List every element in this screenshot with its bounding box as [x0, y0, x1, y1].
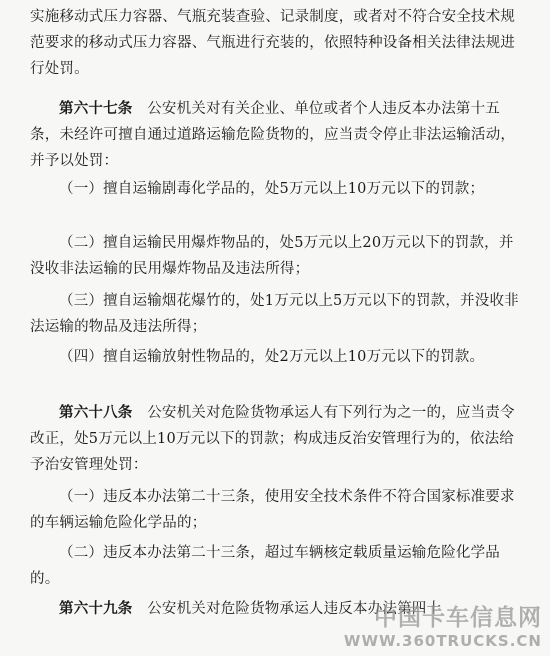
article-67-heading: 第六十七条: [59, 100, 133, 117]
watermark-url: WWW.360TRUCKS.CN: [343, 632, 542, 650]
article-68-text: 公安机关对危险货物承运人有下列行为之一的，应当责令改正，处5万元以上10万元以下的罚款；构成违反治安管理行为的，依法给予治安管理处罚：: [30, 405, 515, 473]
article-67-item-3: [30, 288, 520, 340]
article-68-item-2: [30, 540, 520, 592]
article-68-heading: 第六十八条: [59, 404, 133, 421]
article-67-text: 公安机关对有关企业、单位或者个人违反本办法第十五条，未经许可擅自通过道路运输危险货物的，应当责令停止非法运输活动，并予以处罚：: [30, 101, 516, 169]
item-text: （一）擅自运输剧毒化学品的，处5万元以上10万元以下的罚款；: [59, 181, 485, 197]
paragraph-continuation: [30, 4, 520, 82]
item-text: （二）擅自运输民用爆炸物品的，处5万元以上20万元以下的罚款，并没收非法运输的民用爆炸物品及违法所得；: [30, 235, 514, 277]
article-69-text: 公安机关对危险货物承运人违反本办法第四十: [147, 601, 442, 617]
item-text: （一）违反本办法第二十三条，使用安全技术条件不符合国家标准要求的车辆运输危险化学品的；: [30, 489, 515, 531]
article-68-item-1: [30, 484, 520, 536]
article-69-heading: 第六十九条: [59, 600, 133, 617]
site-watermark: [344, 599, 542, 650]
article-67-item-1: [30, 176, 520, 202]
watermark-site-name: 中国卡车信息网: [374, 605, 542, 631]
item-text: （四）擅自运输放射性物品的，处2万元以上10万元以下的罚款。: [59, 349, 485, 365]
article-68: [30, 400, 520, 478]
paragraph-text: 实施移动式压力容器、气瓶充装查验、记录制度，或者对不符合安全技术规范要求的移动式压力容器、气瓶进行充装的，依照特种设备相关法律法规进行处罚。: [30, 9, 516, 77]
article-67-item-2: [30, 230, 520, 282]
item-text: （二）违反本办法第二十三条，超过车辆核定载质量运输危险化学品的。: [30, 545, 500, 587]
item-text: （三）擅自运输烟花爆竹的，处1万元以上5万元以下的罚款，并没收非法运输的物品及违法所得；: [30, 293, 519, 335]
article-67: [30, 96, 520, 174]
article-67-item-4: [30, 344, 520, 370]
